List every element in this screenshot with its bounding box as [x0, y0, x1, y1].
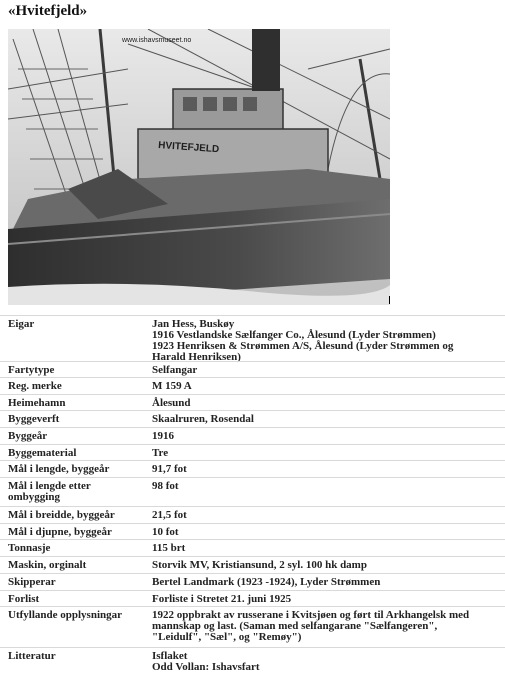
info-row — [0, 506, 505, 523]
info-value-line: 10 fot — [152, 526, 179, 538]
info-value-line: 21,5 fot — [152, 509, 187, 521]
info-value — [152, 594, 497, 605]
info-value — [152, 577, 497, 588]
info-row — [0, 523, 505, 539]
info-value-line: 1916 Vestlandske Sælfanger Co., Ålesund (Lyder Strømmen) — [152, 329, 436, 341]
info-row — [0, 590, 505, 606]
info-row — [0, 477, 505, 506]
info-label: Utfyllande opplysningar — [8, 609, 122, 621]
info-value — [152, 381, 497, 392]
info-label: Byggematerial — [8, 447, 77, 459]
info-value — [152, 448, 497, 459]
info-row — [0, 361, 505, 377]
info-value — [152, 610, 497, 643]
ship-photo — [8, 29, 390, 305]
info-value-line: 1916 — [152, 430, 174, 442]
info-label: Litteratur — [8, 650, 56, 662]
info-row — [0, 377, 505, 394]
info-value-line: Skaalruren, Rosendal — [152, 413, 254, 425]
info-label: Forlist — [8, 593, 40, 605]
info-label: Byggeår — [8, 430, 48, 442]
info-value — [152, 510, 497, 521]
info-label: Reg. merke — [8, 380, 62, 392]
info-value-line: Bertel Landmark (1923 -1924), Lyder Strømmen — [152, 576, 381, 588]
info-row — [0, 394, 505, 410]
info-value — [152, 560, 497, 571]
info-value-line: Ålesund — [152, 397, 191, 409]
info-row — [0, 427, 505, 444]
info-label: Maskin, orginalt — [8, 559, 87, 571]
hull-name-text: HVITEFJELD — [157, 140, 220, 156]
ship-info-table — [0, 315, 505, 673]
info-label: Mål i djupne, byggeår — [8, 526, 112, 538]
info-label: Heimehamn — [8, 397, 66, 409]
info-value-line: M 159 A — [152, 380, 192, 392]
info-value — [152, 543, 497, 554]
info-value-line: Isflaket — [152, 650, 188, 662]
info-label: Mål i lengde, byggeår — [8, 463, 110, 475]
info-row — [0, 460, 505, 477]
info-label: Tonnasje — [8, 542, 51, 554]
info-value-line: Odd Vollan: Ishavsfart — [152, 661, 260, 673]
info-value — [152, 319, 497, 363]
info-value-line: Tre — [152, 447, 169, 459]
info-row — [0, 410, 505, 427]
text-cursor — [389, 296, 390, 304]
page-title: «Hvitefjeld» — [8, 3, 88, 19]
info-value — [152, 398, 497, 409]
info-value-line: Jan Hess, Buskøy — [152, 318, 235, 330]
info-value-line: 1922 oppbrakt av russerane i Kvitsjøen og ført til Arkhangelsk med — [152, 609, 470, 621]
info-value — [152, 464, 497, 475]
info-value — [152, 481, 497, 492]
info-label: Fartytype — [8, 364, 55, 376]
ship-photo-drawing — [8, 29, 390, 305]
info-value-line: 1923 Henriksen & Strømmen A/S, Ålesund (Lyder Strømmen og — [152, 340, 454, 352]
info-value-line: 91,7 fot — [152, 463, 187, 475]
info-row — [0, 647, 505, 673]
info-value-line: Selfangar — [152, 364, 198, 376]
info-value-line: Harald Henriksen) — [152, 351, 241, 363]
info-value-line: Storvik MV, Kristiansund, 2 syl. 100 hk damp — [152, 559, 367, 571]
info-row — [0, 315, 505, 361]
info-value-line: 98 fot — [152, 480, 179, 492]
info-value-line: "Leidulf", "Sæl", og "Remøy") — [152, 631, 302, 643]
info-value — [152, 414, 497, 425]
info-value — [152, 365, 497, 376]
info-value-line: Forliste i Stretet 21. juni 1925 — [152, 593, 292, 605]
info-label: Eigar — [8, 318, 35, 330]
info-label: Byggeverft — [8, 413, 60, 425]
info-row — [0, 606, 505, 647]
info-row — [0, 444, 505, 460]
info-value — [152, 431, 497, 442]
info-value — [152, 651, 497, 673]
info-value — [152, 527, 497, 538]
info-row — [0, 573, 505, 590]
photo-watermark: www.ishavsmuseet.no — [122, 37, 192, 44]
info-value-line: 115 brt — [152, 542, 186, 554]
info-label: Mål i breidde, byggeår — [8, 509, 115, 521]
info-value-line: mannskap og last. (Saman med selfangarane "Sælfangeren", — [152, 620, 438, 632]
info-label: Skipperar — [8, 576, 56, 588]
info-row — [0, 556, 505, 573]
info-label: Mål i lengde etter ombygging — [8, 480, 91, 503]
info-row — [0, 539, 505, 556]
